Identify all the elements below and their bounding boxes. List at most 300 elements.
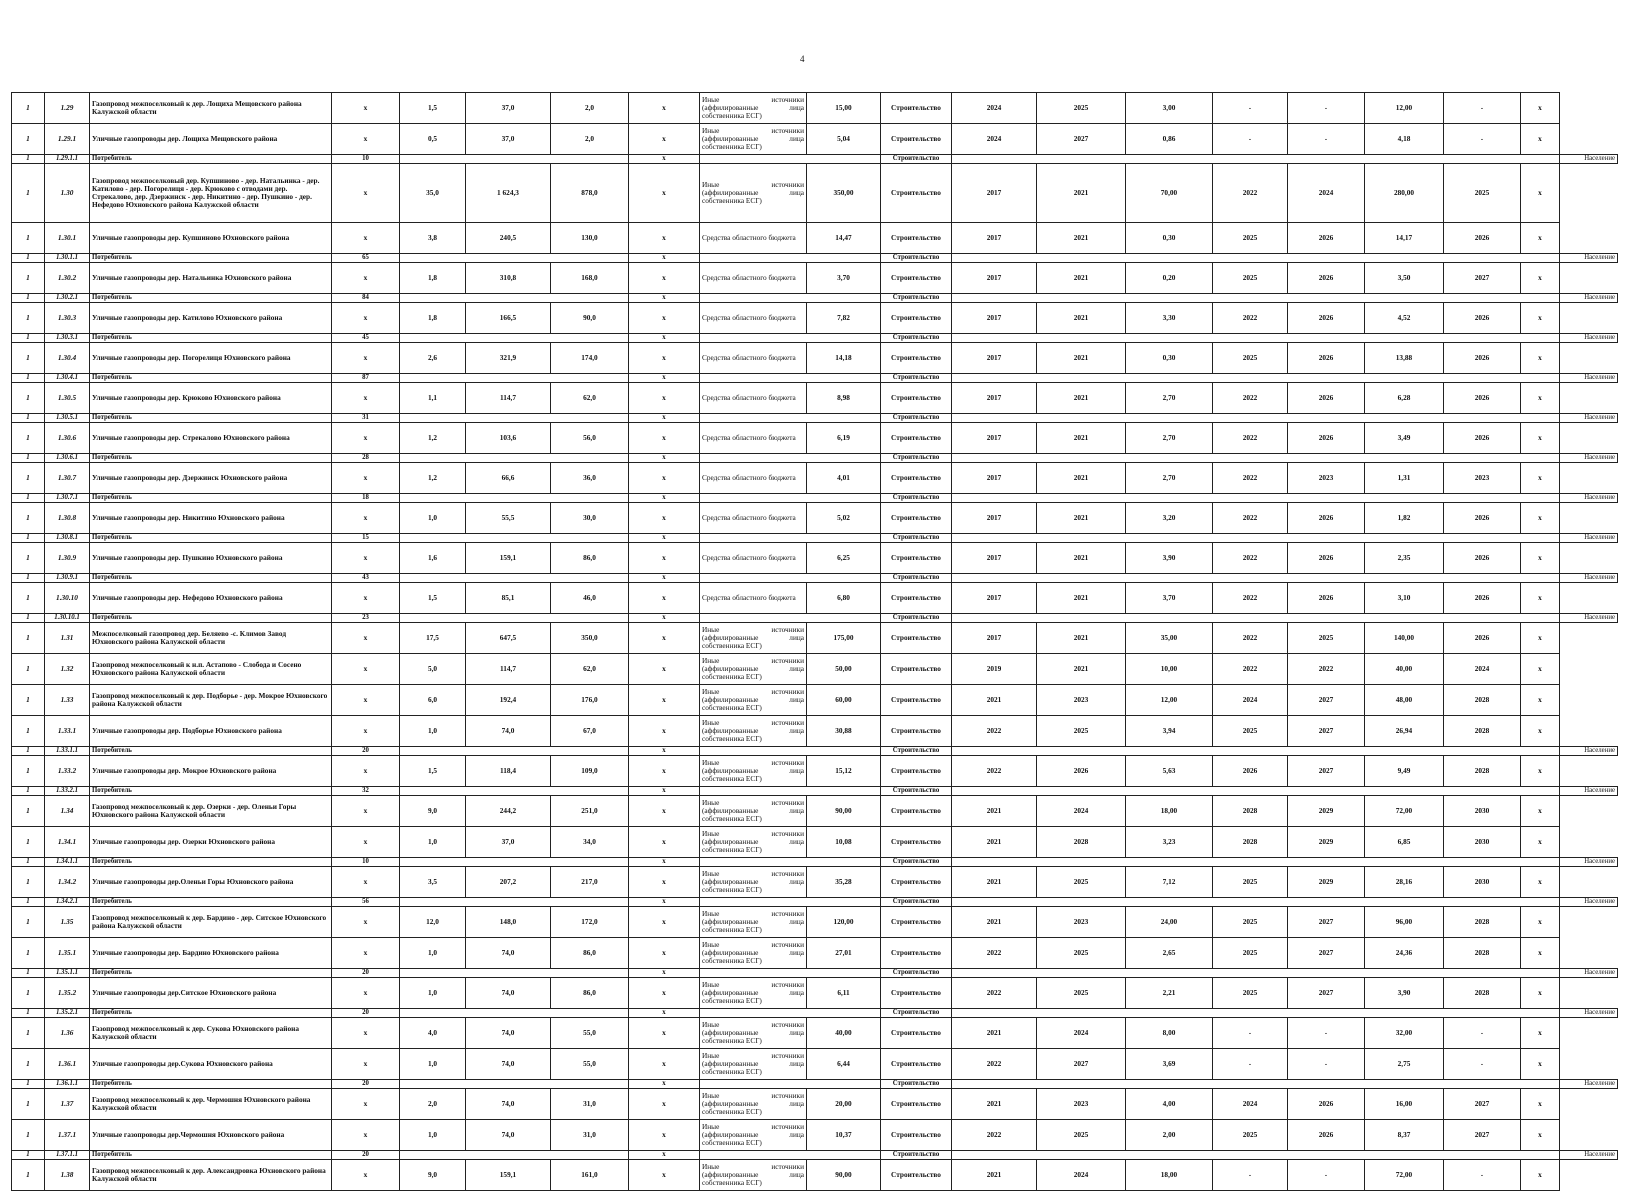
cell-v4: 12,00 xyxy=(1365,93,1444,124)
cell-x: 31 xyxy=(332,414,400,423)
cell-name: Газопровод межпоселковый к дер. Александровка Юхновского района Калужской области xyxy=(90,1160,332,1191)
cell-y1: 2019 xyxy=(952,654,1037,685)
cell-y1: 2017 xyxy=(952,263,1037,294)
cell-x2: x xyxy=(629,93,700,124)
cell-type: Строительство xyxy=(881,1151,952,1160)
cell-y3: - xyxy=(1213,93,1288,124)
cell-v4: 72,00 xyxy=(1365,796,1444,827)
cell-v2: 2,0 xyxy=(551,93,629,124)
cell-type: Строительство xyxy=(881,454,952,463)
cell-src: Средства областного бюджета xyxy=(700,463,807,494)
cell-y4: 2022 xyxy=(1288,654,1365,685)
page-number: 4 xyxy=(800,54,805,64)
cell-c1: 1 xyxy=(12,907,45,938)
cell-v2: 62,0 xyxy=(551,383,629,414)
cell-src: Средства областного бюджета xyxy=(700,223,807,254)
cell-name: Потребитель xyxy=(90,534,332,543)
cell-empty xyxy=(952,534,1560,543)
cell-empty xyxy=(700,454,881,463)
cell-y2: 2021 xyxy=(1037,463,1126,494)
cell-src: Иные источники (аффилированные лица собственника ЕСГ) xyxy=(700,1160,807,1191)
cell-last: x xyxy=(1521,867,1560,898)
cell-v1: 148,0 xyxy=(466,907,551,938)
cell-c1: 1 xyxy=(12,1151,45,1160)
cell-y1: 2022 xyxy=(952,1049,1037,1080)
cell-num: 1.29.1 xyxy=(45,124,90,155)
cell-src: Иные источники (аффилированные лица собственника ЕСГ) xyxy=(700,1120,807,1151)
cell-empty xyxy=(952,254,1560,263)
cell-c1: 1 xyxy=(12,463,45,494)
cell-num: 1.36 xyxy=(45,1018,90,1049)
cell-x2: x xyxy=(629,334,700,343)
cell-type: Строительство xyxy=(881,463,952,494)
cell-y3: 2022 xyxy=(1213,423,1288,454)
cell-x: 15 xyxy=(332,534,400,543)
cell-src: Иные источники (аффилированные лица собственника ЕСГ) xyxy=(700,1018,807,1049)
cell-v4: 4,18 xyxy=(1365,124,1444,155)
cell-x: x xyxy=(332,124,400,155)
cell-len: 17,5 xyxy=(400,623,466,654)
cell-num: 1.31 xyxy=(45,623,90,654)
cell-v2: 62,0 xyxy=(551,654,629,685)
cell-num: 1.30.6 xyxy=(45,423,90,454)
consumer-row xyxy=(12,494,1618,503)
cell-y1: 2017 xyxy=(952,343,1037,374)
consumer-row xyxy=(12,1080,1618,1089)
cell-cost: 60,00 xyxy=(807,685,881,716)
cell-y1: 2017 xyxy=(952,164,1037,223)
cell-last: x xyxy=(1521,124,1560,155)
cell-v2: 86,0 xyxy=(551,543,629,574)
cell-type: Строительство xyxy=(881,124,952,155)
cell-y1: 2017 xyxy=(952,223,1037,254)
cell-y5: 2026 xyxy=(1444,303,1521,334)
cell-last: x xyxy=(1521,796,1560,827)
cell-cost: 14,47 xyxy=(807,223,881,254)
cell-cost: 30,88 xyxy=(807,716,881,747)
cell-y4: 2029 xyxy=(1288,867,1365,898)
cell-y2: 2023 xyxy=(1037,1089,1126,1120)
cell-x2: x xyxy=(629,343,700,374)
cell-last: Население xyxy=(1560,574,1618,583)
cell-v2: 109,0 xyxy=(551,756,629,787)
cell-src: Иные источники (аффилированные лица собственника ЕСГ) xyxy=(700,654,807,685)
cell-type: Строительство xyxy=(881,543,952,574)
cell-name: Уличные газопроводы дер. Натальинка Юхновского района xyxy=(90,263,332,294)
cell-last: Население xyxy=(1560,494,1618,503)
consumer-row xyxy=(12,574,1618,583)
cell-name: Потребитель xyxy=(90,374,332,383)
cell-c1: 1 xyxy=(12,867,45,898)
cell-len: 5,0 xyxy=(400,654,466,685)
cell-cost: 10,37 xyxy=(807,1120,881,1151)
cell-x: x xyxy=(332,383,400,414)
cell-type: Строительство xyxy=(881,938,952,969)
cell-v2: 31,0 xyxy=(551,1089,629,1120)
cell-num: 1.33.1 xyxy=(45,716,90,747)
consumer-row xyxy=(12,454,1618,463)
cell-x: x xyxy=(332,1160,400,1191)
cell-y3: 2025 xyxy=(1213,716,1288,747)
cell-x2: x xyxy=(629,614,700,623)
cell-v3: 18,00 xyxy=(1126,796,1213,827)
cell-x2: x xyxy=(629,858,700,867)
cell-v3: 3,70 xyxy=(1126,583,1213,614)
table-row xyxy=(12,164,1618,223)
cell-last: Население xyxy=(1560,414,1618,423)
cell-y3: - xyxy=(1213,1049,1288,1080)
cell-v4: 9,49 xyxy=(1365,756,1444,787)
cell-y4: 2026 xyxy=(1288,383,1365,414)
cell-y3: 2022 xyxy=(1213,583,1288,614)
cell-len: 35,0 xyxy=(400,164,466,223)
cell-x: x xyxy=(332,756,400,787)
consumer-row xyxy=(12,969,1618,978)
cell-y3: 2022 xyxy=(1213,623,1288,654)
cell-num: 1.36.1.1 xyxy=(45,1080,90,1089)
cell-name: Потребитель xyxy=(90,1151,332,1160)
cell-x2: x xyxy=(629,938,700,969)
cell-num: 1.30.5 xyxy=(45,383,90,414)
cell-v4: 2,35 xyxy=(1365,543,1444,574)
cell-cost: 10,08 xyxy=(807,827,881,858)
cell-y5: 2023 xyxy=(1444,463,1521,494)
cell-cost: 5,04 xyxy=(807,124,881,155)
cell-v2: 30,0 xyxy=(551,503,629,534)
cell-x2: x xyxy=(629,623,700,654)
cell-y1: 2017 xyxy=(952,303,1037,334)
cell-v4: 3,90 xyxy=(1365,978,1444,1009)
cell-last: Население xyxy=(1560,1009,1618,1018)
cell-name: Потребитель xyxy=(90,747,332,756)
cell-type: Строительство xyxy=(881,294,952,303)
cell-empty xyxy=(952,898,1560,907)
gasification-table xyxy=(11,92,1618,1191)
cell-last: Население xyxy=(1560,294,1618,303)
cell-src: Иные источники (аффилированные лица собственника ЕСГ) xyxy=(700,827,807,858)
cell-v1: 310,8 xyxy=(466,263,551,294)
cell-last: Население xyxy=(1560,1151,1618,1160)
cell-src: Средства областного бюджета xyxy=(700,343,807,374)
cell-last: Население xyxy=(1560,787,1618,796)
cell-y2: 2021 xyxy=(1037,583,1126,614)
cell-y3: 2025 xyxy=(1213,978,1288,1009)
cell-num: 1.30.5.1 xyxy=(45,414,90,423)
cell-x2: x xyxy=(629,1009,700,1018)
cell-empty xyxy=(400,747,629,756)
cell-y5: 2030 xyxy=(1444,796,1521,827)
cell-y3: 2026 xyxy=(1213,756,1288,787)
cell-x2: x xyxy=(629,796,700,827)
cell-x: x xyxy=(332,1049,400,1080)
cell-num: 1.30.7 xyxy=(45,463,90,494)
cell-x2: x xyxy=(629,685,700,716)
cell-empty xyxy=(952,1080,1560,1089)
cell-last: x xyxy=(1521,343,1560,374)
cell-x: x xyxy=(332,978,400,1009)
cell-x: 10 xyxy=(332,858,400,867)
cell-v3: 4,00 xyxy=(1126,1089,1213,1120)
cell-name: Потребитель xyxy=(90,155,332,164)
cell-c1: 1 xyxy=(12,583,45,614)
table-row xyxy=(12,343,1618,374)
cell-empty xyxy=(700,494,881,503)
cell-v2: 31,0 xyxy=(551,1120,629,1151)
cell-y1: 2021 xyxy=(952,867,1037,898)
cell-c1: 1 xyxy=(12,223,45,254)
cell-c1: 1 xyxy=(12,623,45,654)
cell-x2: x xyxy=(629,164,700,223)
cell-y5: 2030 xyxy=(1444,827,1521,858)
cell-y1: 2021 xyxy=(952,1160,1037,1191)
cell-src: Иные источники (аффилированные лица собственника ЕСГ) xyxy=(700,93,807,124)
cell-len: 1,0 xyxy=(400,978,466,1009)
cell-x: x xyxy=(332,827,400,858)
cell-x2: x xyxy=(629,414,700,423)
cell-y5: 2026 xyxy=(1444,543,1521,574)
cell-len: 1,0 xyxy=(400,827,466,858)
consumer-row xyxy=(12,614,1618,623)
cell-v3: 3,69 xyxy=(1126,1049,1213,1080)
cell-num: 1.33 xyxy=(45,685,90,716)
consumer-row xyxy=(12,1151,1618,1160)
cell-v3: 35,00 xyxy=(1126,623,1213,654)
cell-y5: 2026 xyxy=(1444,383,1521,414)
cell-v3: 2,00 xyxy=(1126,1120,1213,1151)
cell-v1: 74,0 xyxy=(466,938,551,969)
cell-y3: 2025 xyxy=(1213,938,1288,969)
cell-v3: 3,90 xyxy=(1126,543,1213,574)
cell-last: Население xyxy=(1560,454,1618,463)
cell-num: 1.34.2.1 xyxy=(45,898,90,907)
cell-y2: 2021 xyxy=(1037,164,1126,223)
cell-src: Иные источники (аффилированные лица собственника ЕСГ) xyxy=(700,623,807,654)
cell-y3: 2025 xyxy=(1213,867,1288,898)
cell-v4: 14,17 xyxy=(1365,223,1444,254)
table-row xyxy=(12,907,1618,938)
cell-x: x xyxy=(332,263,400,294)
cell-y2: 2021 xyxy=(1037,623,1126,654)
cell-y5: 2026 xyxy=(1444,343,1521,374)
cell-num: 1.32 xyxy=(45,654,90,685)
cell-name: Уличные газопроводы дер.Чермошня Юхновского района xyxy=(90,1120,332,1151)
cell-empty xyxy=(700,747,881,756)
cell-v1: 118,4 xyxy=(466,756,551,787)
cell-empty xyxy=(700,254,881,263)
cell-v4: 280,00 xyxy=(1365,164,1444,223)
cell-x: 20 xyxy=(332,747,400,756)
cell-v3: 2,70 xyxy=(1126,463,1213,494)
cell-name: Уличные газопроводы дер. Бардино Юхновского района xyxy=(90,938,332,969)
table-row xyxy=(12,543,1618,574)
cell-y2: 2025 xyxy=(1037,978,1126,1009)
cell-y2: 2026 xyxy=(1037,756,1126,787)
cell-y5: 2028 xyxy=(1444,756,1521,787)
cell-v1: 159,1 xyxy=(466,543,551,574)
cell-cost: 40,00 xyxy=(807,1018,881,1049)
cell-x2: x xyxy=(629,1080,700,1089)
cell-type: Строительство xyxy=(881,685,952,716)
cell-c1: 1 xyxy=(12,254,45,263)
cell-last: x xyxy=(1521,938,1560,969)
cell-x2: x xyxy=(629,463,700,494)
cell-empty xyxy=(400,969,629,978)
cell-empty xyxy=(952,334,1560,343)
cell-v2: 350,0 xyxy=(551,623,629,654)
cell-len: 2,0 xyxy=(400,1089,466,1120)
cell-name: Газопровод межпоселковый к дер. Бардино - дер. Ситское Юхновского района Калужской области xyxy=(90,907,332,938)
table-row xyxy=(12,623,1618,654)
cell-empty xyxy=(700,1009,881,1018)
cell-cost: 3,70 xyxy=(807,263,881,294)
cell-num: 1.35 xyxy=(45,907,90,938)
cell-empty xyxy=(952,787,1560,796)
cell-type: Строительство xyxy=(881,787,952,796)
cell-y2: 2021 xyxy=(1037,343,1126,374)
cell-x: x xyxy=(332,93,400,124)
cell-last: x xyxy=(1521,583,1560,614)
cell-x2: x xyxy=(629,747,700,756)
cell-empty xyxy=(952,1009,1560,1018)
cell-name: Уличные газопроводы дер.Оленьи Горы Юхновского района xyxy=(90,867,332,898)
cell-empty xyxy=(952,155,1560,164)
cell-type: Строительство xyxy=(881,334,952,343)
cell-len: 1,8 xyxy=(400,303,466,334)
table-row xyxy=(12,223,1618,254)
cell-type: Строительство xyxy=(881,716,952,747)
cell-c1: 1 xyxy=(12,827,45,858)
cell-cost: 15,00 xyxy=(807,93,881,124)
cell-v1: 66,6 xyxy=(466,463,551,494)
cell-v4: 26,94 xyxy=(1365,716,1444,747)
cell-last: x xyxy=(1521,423,1560,454)
cell-x: 18 xyxy=(332,494,400,503)
cell-x: x xyxy=(332,654,400,685)
cell-v3: 24,00 xyxy=(1126,907,1213,938)
cell-name: Уличные газопроводы дер. Подборье Юхновского района xyxy=(90,716,332,747)
cell-y2: 2021 xyxy=(1037,383,1126,414)
cell-v3: 5,63 xyxy=(1126,756,1213,787)
table-row xyxy=(12,124,1618,155)
table-row xyxy=(12,938,1618,969)
cell-y1: 2022 xyxy=(952,756,1037,787)
cell-y5: 2028 xyxy=(1444,938,1521,969)
cell-empty xyxy=(400,1009,629,1018)
table-row xyxy=(12,583,1618,614)
cell-y1: 2024 xyxy=(952,93,1037,124)
table-row xyxy=(12,263,1618,294)
cell-v4: 1,31 xyxy=(1365,463,1444,494)
table-row xyxy=(12,1160,1618,1191)
cell-y1: 2021 xyxy=(952,1018,1037,1049)
cell-y4: 2026 xyxy=(1288,503,1365,534)
cell-type: Строительство xyxy=(881,164,952,223)
cell-num: 1.34.1 xyxy=(45,827,90,858)
cell-y4: 2025 xyxy=(1288,623,1365,654)
cell-y5: 2027 xyxy=(1444,263,1521,294)
cell-type: Строительство xyxy=(881,907,952,938)
cell-len: 1,0 xyxy=(400,716,466,747)
cell-empty xyxy=(700,787,881,796)
cell-x2: x xyxy=(629,1089,700,1120)
cell-empty xyxy=(400,454,629,463)
cell-v1: 159,1 xyxy=(466,1160,551,1191)
cell-y2: 2021 xyxy=(1037,223,1126,254)
cell-cost: 6,80 xyxy=(807,583,881,614)
cell-last: Население xyxy=(1560,155,1618,164)
cell-empty xyxy=(952,374,1560,383)
cell-c1: 1 xyxy=(12,383,45,414)
cell-empty xyxy=(400,1151,629,1160)
cell-c1: 1 xyxy=(12,978,45,1009)
cell-x2: x xyxy=(629,907,700,938)
cell-x2: x xyxy=(629,756,700,787)
cell-name: Уличные газопроводы дер. Стрекалово Юхновского района xyxy=(90,423,332,454)
cell-len: 1,8 xyxy=(400,263,466,294)
cell-y4: 2029 xyxy=(1288,827,1365,858)
table-row xyxy=(12,756,1618,787)
cell-c1: 1 xyxy=(12,756,45,787)
cell-x: x xyxy=(332,1089,400,1120)
cell-v2: 161,0 xyxy=(551,1160,629,1191)
table-row xyxy=(12,503,1618,534)
cell-x: 20 xyxy=(332,1151,400,1160)
cell-type: Строительство xyxy=(881,1089,952,1120)
cell-v3: 0,30 xyxy=(1126,343,1213,374)
cell-src: Иные источники (аффилированные лица собственника ЕСГ) xyxy=(700,685,807,716)
cell-x: 84 xyxy=(332,294,400,303)
cell-y2: 2025 xyxy=(1037,867,1126,898)
cell-last: Население xyxy=(1560,1080,1618,1089)
cell-empty xyxy=(400,898,629,907)
cell-empty xyxy=(700,1080,881,1089)
cell-v3: 12,00 xyxy=(1126,685,1213,716)
cell-v4: 3,49 xyxy=(1365,423,1444,454)
cell-len: 4,0 xyxy=(400,1018,466,1049)
cell-name: Уличные газопроводы дер. Дзержинск Юхновского района xyxy=(90,463,332,494)
cell-empty xyxy=(400,494,629,503)
cell-y4: 2024 xyxy=(1288,164,1365,223)
cell-type: Строительство xyxy=(881,898,952,907)
cell-cost: 6,11 xyxy=(807,978,881,1009)
cell-src: Средства областного бюджета xyxy=(700,503,807,534)
cell-len: 1,2 xyxy=(400,423,466,454)
cell-cost: 20,00 xyxy=(807,1089,881,1120)
cell-src: Иные источники (аффилированные лица собственника ЕСГ) xyxy=(700,1089,807,1120)
cell-v2: 176,0 xyxy=(551,685,629,716)
consumer-row xyxy=(12,898,1618,907)
cell-x: x xyxy=(332,223,400,254)
cell-y1: 2017 xyxy=(952,503,1037,534)
cell-c1: 1 xyxy=(12,1120,45,1151)
cell-src: Иные источники (аффилированные лица собственника ЕСГ) xyxy=(700,938,807,969)
cell-y1: 2021 xyxy=(952,685,1037,716)
cell-y2: 2024 xyxy=(1037,1018,1126,1049)
cell-src: Средства областного бюджета xyxy=(700,303,807,334)
cell-empty xyxy=(700,969,881,978)
cell-y4: - xyxy=(1288,93,1365,124)
cell-y4: - xyxy=(1288,1018,1365,1049)
cell-y2: 2027 xyxy=(1037,124,1126,155)
cell-len: 1,0 xyxy=(400,938,466,969)
cell-y4: - xyxy=(1288,124,1365,155)
cell-num: 1.30.1.1 xyxy=(45,254,90,263)
cell-src: Иные источники (аффилированные лица собственника ЕСГ) xyxy=(700,867,807,898)
cell-y5: 2025 xyxy=(1444,164,1521,223)
cell-y4: 2027 xyxy=(1288,938,1365,969)
cell-cost: 175,00 xyxy=(807,623,881,654)
cell-name: Уличные газопроводы дер. Катилово Юхновского района xyxy=(90,303,332,334)
